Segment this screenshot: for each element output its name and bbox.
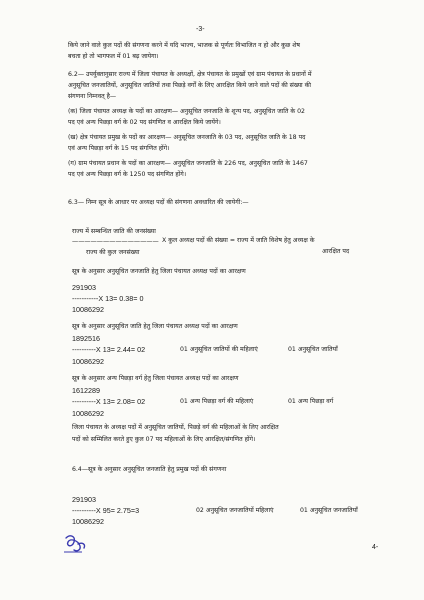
clause-ka-line-2: पद एवं अन्य पिछड़ा वर्ग के 02 पद संगणित व आरक्षित किये जायेंगे।	[68, 119, 221, 126]
women-note-line-1: जिला पंचायत के अध्यक्ष पदों में अनुसूचित जातियों, पिछड़े वर्ग की महिलाओं के लिए आरक्षित	[72, 424, 279, 431]
obc-note-general: 01 अन्य पिछड़ा वर्ग	[288, 398, 334, 405]
sc-calculation: ----------X 13= 2.44= 02	[72, 345, 146, 354]
obc-denominator: 10086292	[72, 409, 104, 418]
formula-middle: X कुल अध्यक्ष पदों की संख्या = राज्य में जाति विशेष हेतु अध्यक्ष के	[162, 237, 315, 244]
intro-line-2: बचता हो तो भागफल में 01 बढ़ जायेगा।	[68, 53, 159, 60]
st-numerator: 291903	[72, 283, 96, 292]
formula-dashes: ——————————————	[72, 238, 159, 245]
sc-label: सूत्र के अनुसार अनुसूचित जाति हेतु जिला पंचायत अध्यक्ष पदों का आरक्षण	[72, 323, 238, 330]
obc-label: सूत्र के अनुसार अन्य पिछड़ा वर्ग हेतु जिला पंचायत अध्यक्ष पदों का आरक्षण	[72, 375, 239, 382]
clause-ga-line-1: (ग) ग्राम पंचायत प्रधान के पदों का आरक्षण— अनुसूचित जनजाति के 226 पद, अनुसूचित जाति के 1467	[68, 160, 308, 167]
s64-note-women: 02 अनुसूचित जनजातियों महिलाएं	[196, 507, 274, 514]
footer-page-mark: 4-	[372, 544, 379, 551]
st-denominator: 10086292	[72, 305, 104, 314]
formula-denominator: राज्य की कुल जनसंख्या	[86, 249, 140, 256]
women-note-line-2: पदों को सम्मिलित करते हुए कुल 07 पद महिलाओं के लिए आरक्षित/संगणित होंगे।	[72, 436, 256, 443]
page-number: -3-	[196, 26, 205, 33]
formula-tail: आरक्षित पद	[322, 248, 350, 255]
section-6-2-line-2: अनुसूचित जनजातियों, अनुसूचित जातियों तथा पिछड़े वर्गों के लिए आरक्षित किये जाने वाले पदों की संख्या की	[68, 82, 311, 89]
clause-ka-line-1: (क) जिला पंचायत अध्यक्ष के पदों का आरक्षण— अनुसूचित जनजाति के शून्य पद, अनुसूचित जाति के 02	[68, 108, 305, 115]
s64-note-general: 01 अनुसूचित जनजातियाँ	[300, 507, 358, 514]
st-label: सूत्र के अनुसार अनुसूचित जनजाति हेतु जिला पंचायत अध्यक्ष पदों का आरक्षण	[72, 268, 246, 275]
sc-numerator: 1892516	[72, 334, 100, 343]
sc-note-general: 01 अनुसूचित जातियाँ	[288, 346, 338, 353]
signature-scribble	[60, 532, 90, 556]
clause-kha-line-2: एवं अन्य पिछड़ा वर्ग के 15 पद संगणित होंगे।	[68, 145, 170, 152]
clause-kha-line-1: (ख) क्षेत्र पंचायत प्रमुख के पदों का आरक्षण— अनुसूचित जनजाति के 03 पद, अनुसूचित जाति के 18 पद	[68, 134, 306, 141]
s64-numerator: 291903	[72, 495, 96, 504]
formula-numerator: राज्य में सम्बन्धित जाति की जनसंख्या	[72, 228, 156, 235]
sc-denominator: 10086292	[72, 357, 104, 366]
section-6-3-heading: 6.3— निम्न सूत्र के आधार पर अध्यक्ष पदों की संगणना अवधारित की जायेगी:—	[68, 199, 249, 206]
section-6-2-line-1: 6.2— उपर्युक्तानुसार राज्य में जिला पंचायत के अध्यक्षों, क्षेत्र पंचायत के प्रमुखों एवं ग्राम पंचायत के प्रधानों में	[68, 71, 312, 78]
s64-denominator: 10086292	[72, 517, 104, 526]
section-6-4-heading: 6.4—सूत्र के अनुसार अनुसूचित जनजाति हेतु प्रमुख पदों की संगणना	[72, 466, 227, 473]
sc-note-women: 01 अनुसूचित जातियों की महिलाएं	[180, 346, 258, 353]
intro-line-1: किये जाने वाले कुल पदों की संगणना करने में यदि भाज्य, भाजक से पूर्णतः विभाजित न हो और कुछ शेष	[68, 42, 301, 49]
st-calculation: -----------X 13= 0.38= 0	[72, 294, 144, 303]
s64-calculation: ----------X 95= 2.75=3	[72, 506, 140, 515]
clause-ga-line-2: पद एवं अन्य पिछड़ा वर्ग के 1250 पद संगणित होंगे।	[68, 171, 187, 178]
obc-numerator: 1612289	[72, 386, 100, 395]
obc-calculation: ----------X 13= 2.08= 02	[72, 397, 146, 406]
obc-note-women: 01 अन्य पिछड़ा वर्ग की महिलाएं	[180, 398, 254, 405]
section-6-2-line-3: संगणना निम्नवत् है—	[68, 93, 117, 100]
